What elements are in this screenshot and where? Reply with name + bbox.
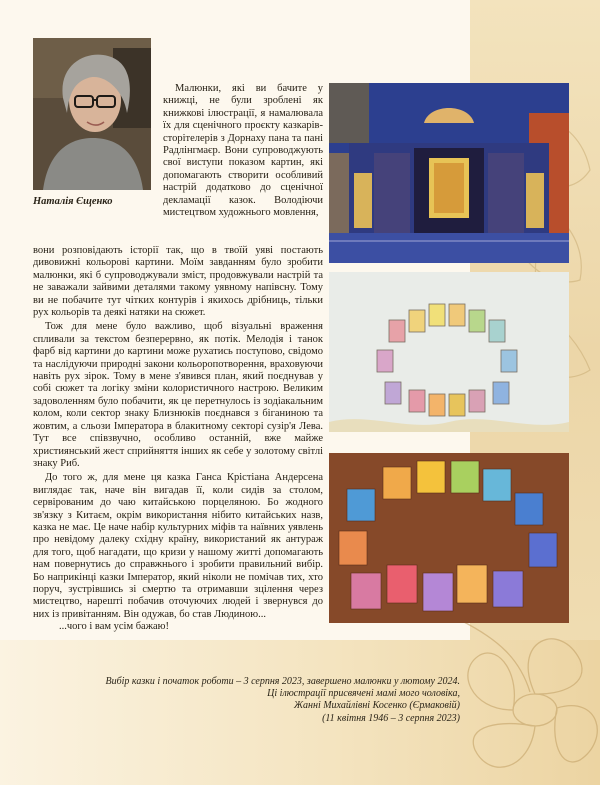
author-portrait (33, 38, 151, 190)
flower-illustration-bottom (440, 600, 600, 785)
footnote-line: (11 квітня 1946 – 3 серпня 2023) (322, 712, 460, 724)
footnote-line: Жанні Михайлівні Косенко (Єрмаковій) (293, 700, 460, 712)
paragraph: До того ж, для мене ця казка Ганса Крістіана Андерсена виглядає так, наче він вигадав її, коли сидів за столом, сервірованим до чаю китайською порцеляною. Бо жодного зв'язку з Китаєм, окрім використання нібито китайських назв, казка не має. Це наче набір культурних міфів та наївних уявлень про невідому далеку східну країну, використаний як антураж для того, щоб нагадати, що кризи у нашому житті допомагають нам повернутись до справжнього і зробити правильний вибір. Бо наприкінці казки Імператор, який ніколи не помічав тих, хто поруч, зустрівшись зі смертю та отримавши зцілення через мистецтво, нарешті побачив оточуючих людей і звернувся до них із привітанням. Він одужав, бо став Людиною... (33, 472, 323, 620)
footnote (60, 676, 460, 725)
text-column-main (33, 245, 323, 634)
photo-paintings-arranged (329, 453, 569, 623)
photo-stage-set (329, 83, 569, 263)
photo-zodiac-sketch (329, 272, 569, 432)
paragraph: вони розповідають історії так, що в твоїй уяві постають дивовижні кольорові картини. Моїм завданням було зробити малюнки, які б супроводжували зміст, продовжували настрій та не заважали зайвими деталями такому уявному напівсну. Тому ви не побачите тут чітких контурів і якихось дрібниць, тільки рух кольорів та деякі натяки на сюжет. (33, 245, 323, 319)
closing-line: ...чого і вам усім бажаю! (59, 621, 169, 633)
portrait-caption: Наталія Єщенко (33, 196, 113, 207)
text-column-top (163, 83, 323, 219)
footnote-line: Вибір казки і початок роботи – 3 серпня 2023, завершено малюнки у лютому 2024. (105, 676, 460, 687)
footnote-line: Ці ілюстрації присвячені мамі мого чоловіка, (267, 688, 460, 700)
paragraph: Тож для мене було важливо, щоб візуальні враження спливали за текстом безперервно, як потік. Мелодія і танок фарб від картини до картини може рухатись поступово, свідомо та наслідуючи природні закони кольоропотворення, враховуючи навіть рух зірок. Тому в мене з'явився план, який поєднував у собі сюжет та логіку зміни колористичного настрою. Великим задоволенням було побачити, як це перетнулось із зодіакальним колом, коли сектор знаку Близнюків поєднався з біганиною та жовтим, а сльози Імператора в блакитному секторі сузір'я Лева. Тут все співзвучно, особливо останній, вже майже християнський жест сприйняття інших як себе у золотому світлі знаку Риб. (33, 321, 323, 469)
paragraph: Малюнки, які ви бачите у книжці, не були зроблені як книжкові ілюстрації, я намалювала їх для сценічного проєкту казкарів-сторітелерів з Дорнаху пана та пані Радлінгмаєр. Вони супроводжують свої виступи показом картин, які допомагають створити особливий настрій додатково до сценічної декламації казок. Володіючи мистецтвом художнього мовлення, (163, 83, 323, 219)
